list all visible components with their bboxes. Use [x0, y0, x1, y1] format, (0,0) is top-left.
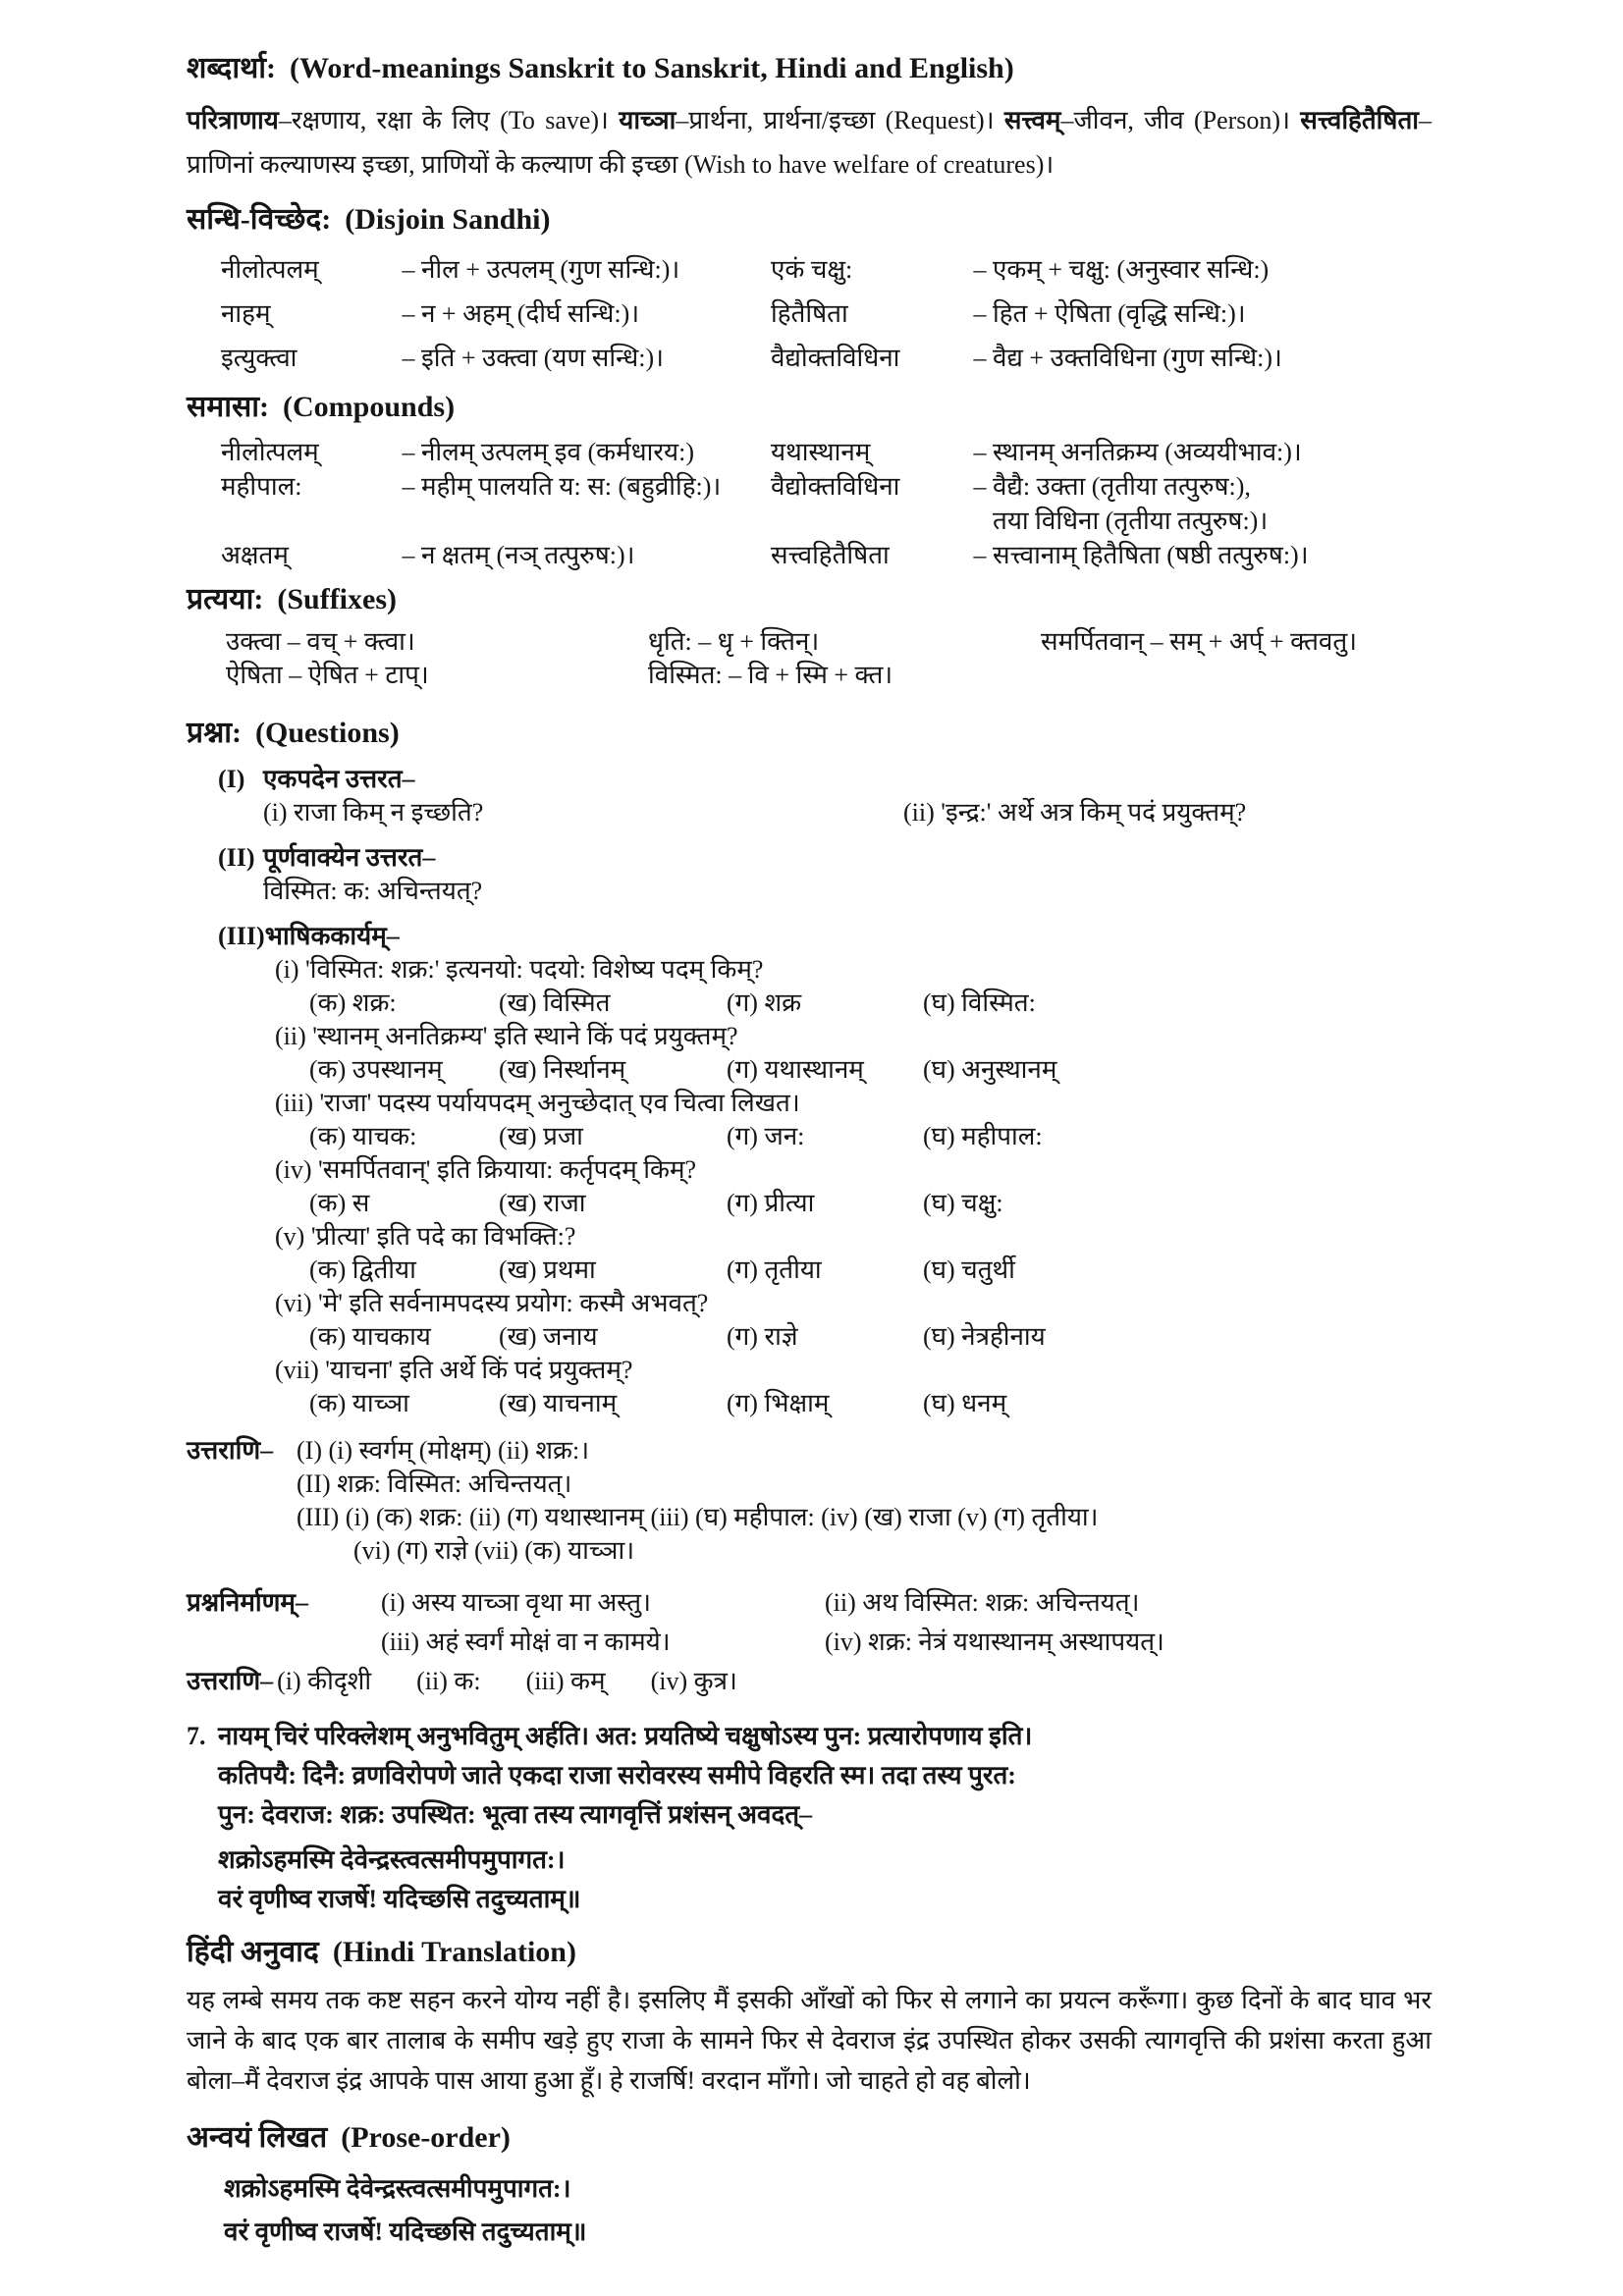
mcq-option: (घ) अनुस्थानम् — [923, 1055, 1057, 1084]
answers-block — [187, 1434, 1432, 1568]
passage-body — [218, 1717, 1432, 1919]
samasa-term: सत्त्वहितैषिता — [771, 541, 890, 569]
word-meanings-heading — [187, 51, 1432, 86]
mcq-option: (घ) नेत्रहीनाय — [923, 1322, 1046, 1351]
sandhi-entry — [771, 336, 1432, 380]
mcq-option: (ख) विस्मित — [499, 988, 611, 1017]
anvaya-heading — [187, 2120, 1432, 2156]
mcq-option: (क) याचक: — [309, 1122, 417, 1150]
mcq — [275, 1020, 1432, 1087]
samasa-entry — [221, 538, 771, 572]
question-pair — [263, 796, 1432, 829]
mcq-option: (क) याच्ञा — [309, 1389, 409, 1417]
dash: – — [973, 541, 987, 569]
samasa-heading-devanagari: समासा: — [187, 391, 270, 423]
mcq-option: (ख) जनाय — [499, 1322, 598, 1351]
word-meanings-paragraph — [187, 98, 1432, 187]
suffix-column — [1041, 625, 1432, 692]
dash: – — [402, 438, 415, 466]
word-meanings-term: सत्त्वम् — [1003, 106, 1061, 134]
mcq-question: (iii) 'राजा' पदस्य पर्यायपदम् अनुच्छेदात् एव चित्वा लिखत। — [275, 1089, 800, 1117]
samasa-table — [221, 435, 1432, 572]
answer-item: (iii) कम् — [525, 1667, 606, 1695]
pratyaya-heading — [187, 582, 1432, 617]
samasa-row — [221, 435, 1432, 469]
anvaya-line: वरं वृणीष्व राजर्षे! यदिच्छसि तदुच्यताम्॥ — [224, 2217, 587, 2246]
question-group-title — [218, 841, 1432, 875]
answer-item: (ii) क: — [416, 1667, 481, 1695]
mcq-question: (v) 'प्रीत्या' इति पदे का विभक्ति:? — [275, 1222, 576, 1251]
sandhi-expansion: एकम् + चक्षु: (अनुस्वार सन्धि:) — [993, 255, 1270, 284]
question-group-one-word — [187, 763, 1432, 829]
question-number: (III) — [218, 922, 265, 950]
hindi-translation-heading-english: (Hindi Translation) — [332, 1936, 576, 1968]
samasa-expansion: न क्षतम् (नञ् तत्पुरुष:)। — [421, 541, 635, 569]
mcq-options — [309, 1387, 1432, 1420]
sandhi-heading — [187, 202, 1432, 238]
mcq-options — [309, 1187, 1432, 1220]
mcq-option: (घ) महीपाल: — [923, 1122, 1043, 1150]
question-formation-items — [381, 1583, 1432, 1662]
answer-line: (III) (i) (क) शक्र: (ii) (ग) यथास्थानम् (iii) (घ) महीपाल: (iv) (ख) राजा (v) (ग) तृतीया। — [297, 1503, 1099, 1531]
hindi-translation-heading-devanagari: हिंदी अनुवाद — [187, 1936, 319, 1968]
dash: – — [402, 344, 415, 372]
samasa-term: महीपाल: — [221, 472, 302, 501]
samasa-entry — [771, 469, 1432, 504]
mcq-option: (ग) जन: — [727, 1122, 805, 1150]
answer-item: (iv) कुत्र। — [650, 1667, 737, 1695]
question-item: (ii) 'इन्द्र:' अर्थे अत्र किम् पदं प्रयुक्तम्? — [903, 798, 1247, 827]
sandhi-table — [221, 247, 1432, 380]
mcq-option: (ग) तृतीया — [727, 1255, 822, 1284]
answers-label: उत्तराणि– — [187, 1436, 274, 1465]
mcq-question: (i) 'विस्मित: शक्र:' इत्यनयो: पदयो: विशेष्य पदम् किम्? — [275, 955, 764, 984]
mcq-options — [309, 1053, 1432, 1087]
sandhi-entry — [221, 292, 771, 336]
samasa-row — [221, 538, 1432, 572]
question-formation-item: (ii) अथ विस्मित: शक्र: अचिन्तयत्। — [825, 1588, 1140, 1617]
samasa-entry — [221, 435, 771, 469]
sanskrit-passage-7 — [187, 1717, 1432, 1919]
question-group-title — [218, 920, 1432, 953]
samasa-term: यथास्थानम् — [771, 438, 871, 466]
passage-line: पुन: देवराज: शक्र: उपस्थित: भूत्वा तस्य त्यागवृत्तिं प्रशंसन् अवदत्– — [218, 1800, 813, 1829]
sandhi-term: हितैषिता — [771, 299, 848, 328]
question-formation-item: (iv) शक्र: नेत्रं यथास्थानम् अस्थापयत्। — [825, 1628, 1164, 1656]
dash: – — [973, 438, 987, 466]
word-meanings-text: –रक्षणाय, रक्षा के लिए (To save)। — [278, 106, 620, 134]
mcq-option: (ग) प्रीत्या — [727, 1189, 815, 1217]
suffix-entry: ऐषिता – ऐषित + टाप्। — [226, 661, 429, 689]
sandhi-entry — [221, 247, 771, 292]
mcq-option: (ग) शक्र — [727, 988, 802, 1017]
question-title: भाषिककार्यम्– — [264, 922, 400, 950]
dash: – — [402, 255, 415, 284]
sandhi-heading-english: (Disjoin Sandhi) — [345, 203, 551, 236]
mcq-option: (घ) चतुर्थी — [923, 1255, 1015, 1284]
word-meanings-heading-devanagari: शब्दार्था: — [187, 52, 277, 84]
mcq — [275, 1354, 1432, 1420]
sandhi-term: वैद्योक्तविधिना — [771, 344, 900, 372]
shloka-line: शक्रोऽहमस्मि देवेन्द्रस्त्वत्समीपमुपागत:। — [218, 1845, 566, 1874]
mcq-option: (ग) यथास्थानम् — [727, 1055, 864, 1084]
sandhi-expansion: वैद्य + उक्तविधिना (गुण सन्धि:)। — [993, 344, 1282, 372]
sandhi-expansion: हित + ऐषिता (वृद्धि सन्धि:)। — [993, 299, 1246, 328]
dash: – — [402, 541, 415, 569]
samasa-expansion: महीम् पालयति य: स: (बहुव्रीहि:)। — [421, 472, 722, 501]
sandhi-expansion: इति + उक्त्वा (यण सन्धि:)। — [421, 344, 665, 372]
answer-line: (I) (i) स्वर्गम् (मोक्षम्) (ii) शक्र:। — [297, 1436, 590, 1465]
passage-number: 7. — [187, 1722, 206, 1750]
question-formation-item: (iii) अहं स्वर्गं मोक्षं वा न कामये। — [381, 1628, 671, 1656]
mcq-question: (vi) 'मे' इति सर्वनामपदस्य प्रयोग: कस्मै अभवत्? — [275, 1289, 709, 1317]
question-group-full-sentence — [187, 841, 1432, 908]
suffix-entry: विस्मित: – वि + स्मि + क्त। — [648, 661, 893, 689]
samasa-term: वैद्योक्तविधिना — [771, 472, 900, 501]
samasa-expansion: सत्त्वानाम् हितैषिता (षष्ठी तत्पुरुष:)। — [993, 541, 1309, 569]
mcq-option: (क) उपस्थानम् — [309, 1055, 443, 1084]
samasa-row-continuation — [221, 504, 1432, 538]
dash: – — [402, 299, 415, 328]
mcq-option: (घ) विस्मित: — [923, 988, 1036, 1017]
question-number: (II) — [218, 843, 255, 872]
question-title: एकपदेन उत्तरत– — [263, 765, 415, 793]
dash: – — [973, 344, 987, 372]
mcq-option: (ख) याचनाम् — [499, 1389, 618, 1417]
question-formation-answers — [187, 1664, 1432, 1699]
spacer — [221, 504, 771, 538]
answer-item: (i) कीदृशी — [277, 1667, 372, 1695]
hindi-translation-heading — [187, 1935, 1432, 1970]
sandhi-row — [221, 292, 1432, 336]
sandhi-term: नाहम् — [221, 299, 271, 328]
samasa-term: अक्षतम् — [221, 541, 289, 569]
suffix-column — [226, 625, 648, 692]
anvaya-line: शक्रोऽहमस्मि देवेन्द्रस्त्वत्समीपमुपागत:। — [224, 2174, 571, 2203]
questions-heading — [187, 716, 1432, 751]
dash: – — [402, 472, 415, 501]
mcq-option: (क) याचकाय — [309, 1322, 431, 1351]
question-group-grammar — [187, 920, 1432, 1420]
sandhi-term: इत्युक्त्वा — [221, 344, 298, 372]
questions-heading-english: (Questions) — [255, 717, 400, 749]
samasa-expansion: नीलम् उत्पलम् इव (कर्मधारय:) — [421, 438, 694, 466]
suffix-column — [648, 625, 1041, 692]
samasa-entry — [771, 435, 1432, 469]
mcq-option: (क) स — [309, 1189, 370, 1217]
anvaya-heading-english: (Prose-order) — [341, 2121, 511, 2154]
mcq-question: (iv) 'समर्पितवान्' इति क्रियाया: कर्तृपदम् किम्? — [275, 1155, 697, 1184]
mcq-option: (ख) निर्स्थानम् — [499, 1055, 626, 1084]
questions-heading-devanagari: प्रश्ना: — [187, 717, 243, 749]
question-item: विस्मित: क: अचिन्तयत्? — [263, 877, 483, 905]
word-meanings-heading-english: (Word-meanings Sanskrit to Sanskrit, Hindi and English) — [290, 52, 1014, 84]
hindi-translation-paragraph: यह लम्बे समय तक कष्ट सहन करने योग्य नहीं है। इसलिए मैं इसकी आँखों को फिर से लगाने का प्रयत्न करूँगा। कुछ दिनों के बाद घाव भर जाने के बाद एक बार तालाब के समीप खड़े हुए राजा के सामने फिर से देवराज इंद्र उपस्थित होकर उसकी त्यागवृत्ति की प्रशंसा करता हुआ बोला–मैं देवराज इंद्र आपके पास आया हुआ हूँ। हे राजर्षि! वरदान माँगो। जो चाहते हो वह बोलो। — [187, 1986, 1432, 2095]
mcq-options — [309, 987, 1432, 1020]
mcq — [275, 1287, 1432, 1354]
word-meanings-text: –प्राणिनां कल्याणस्य इच्छा, प्राणियों के कल्याण की इच्छा (Wish to have welfare of creatures)। — [187, 106, 1432, 179]
mcq-option: (ग) भिक्षाम् — [727, 1389, 830, 1417]
sandhi-row — [221, 247, 1432, 292]
suffix-entry: धृति: – धृ + क्तिन्। — [648, 627, 820, 656]
word-meanings-term: सत्त्वहितैषिता — [1300, 106, 1419, 134]
mcq-question: (vii) 'याचना' इति अर्थे किं पदं प्रयुक्तम्? — [275, 1356, 633, 1384]
answer-line: (vi) (ग) राज्ञे (vii) (क) याच्ञा। — [353, 1536, 635, 1565]
question-item: (i) राजा किम् न इच्छति? — [263, 798, 484, 827]
samasa-expansion-continued: तया विधिना (तृतीया तत्पुरुष:)। — [993, 507, 1269, 535]
mcq-option: (क) शक्र: — [309, 988, 397, 1017]
mcq-option: (ग) राज्ञे — [727, 1322, 798, 1351]
question-formation-block — [187, 1583, 1432, 1662]
dash: – — [973, 299, 987, 328]
pratyaya-heading-devanagari: प्रत्यया: — [187, 583, 264, 615]
mcq-options — [309, 1320, 1432, 1354]
samasa-term: नीलोत्पलम् — [221, 438, 319, 466]
word-meanings-term: परित्राणाय — [187, 106, 279, 134]
answer-line: (II) शक्र: विस्मित: अचिन्तयत्। — [297, 1469, 572, 1498]
mcq-option: (घ) धनम् — [923, 1389, 1007, 1417]
mcq — [275, 1153, 1432, 1220]
passage-line: नायम् चिरं परिक्लेशम् अनुभवितुम् अर्हति। अत: प्रयतिष्ये चक्षुषोऽस्य पुन: प्रत्यारोपणाय इति। — [218, 1722, 1033, 1750]
mcq-option: (घ) चक्षु: — [923, 1189, 1003, 1217]
sandhi-term: एकं चक्षु: — [771, 255, 853, 284]
suffix-table — [226, 625, 1432, 692]
suffix-entry: उक्त्वा – वच् + क्त्वा। — [226, 627, 415, 656]
samasa-heading-english: (Compounds) — [283, 391, 456, 423]
question-formation-label: प्रश्ननिर्माणम्– — [187, 1588, 308, 1617]
mcq — [275, 1087, 1432, 1153]
sandhi-expansion: न + अहम् (दीर्घ सन्धि:)। — [421, 299, 640, 328]
sandhi-row — [221, 336, 1432, 380]
mcq — [275, 953, 1432, 1020]
answers-label: उत्तराणि– — [187, 1667, 274, 1695]
samasa-heading — [187, 390, 1432, 425]
mcq-options — [309, 1254, 1432, 1287]
question-group-title — [218, 763, 1432, 796]
samasa-entry — [221, 469, 771, 504]
mcq-option: (क) द्वितीया — [309, 1255, 416, 1284]
question-formation-item: (i) अस्य याच्ञा वृथा मा अस्तु। — [381, 1588, 651, 1617]
mcq-question: (ii) 'स्थानम् अनतिक्रम्य' इति स्थाने किं पदं प्रयुक्तम्? — [275, 1022, 738, 1050]
samasa-entry — [771, 538, 1432, 572]
sandhi-entry — [771, 292, 1432, 336]
sandhi-term: नीलोत्पलम् — [221, 255, 319, 284]
anvaya-lines — [224, 2167, 1432, 2254]
samasa-expansion: वैद्यै: उक्ता (तृतीया तत्पुरुष:), — [993, 472, 1251, 501]
question-title: पूर्णवाक्येन उत्तरत– — [263, 843, 436, 872]
answers-lines — [297, 1434, 1432, 1568]
word-meanings-text: –प्रार्थना, प्रार्थना/इच्छा (Request)। — [676, 106, 1004, 134]
dash: – — [973, 472, 987, 501]
passage-line: कतिपयै: दिनै: व्रणविरोपणे जाते एकदा राजा सरोवरस्य समीपे विहरति स्म। तदा तस्य पुरत: — [218, 1761, 1016, 1789]
pratyaya-heading-english: (Suffixes) — [277, 583, 397, 615]
samasa-row — [221, 469, 1432, 504]
suffix-entry: समर्पितवान् – सम् + अर्प् + क्तवतु। — [1041, 627, 1358, 656]
shloka-line: वरं वृणीष्व राजर्षे! यदिच्छसि तदुच्यताम्॥ — [218, 1885, 581, 1913]
dash: – — [973, 255, 987, 284]
sandhi-entry — [771, 247, 1432, 292]
mcq-options — [309, 1120, 1432, 1153]
question-number: (I) — [218, 765, 245, 793]
word-meanings-text: –जीवन, जीव (Person)। — [1060, 106, 1301, 134]
mcq-option: (ख) राजा — [499, 1189, 586, 1217]
mcq — [275, 1220, 1432, 1287]
sandhi-expansion: नील + उत्पलम् (गुण सन्धि:)। — [421, 255, 680, 284]
mcq-option: (ख) प्रथमा — [499, 1255, 596, 1284]
anvaya-heading-devanagari: अन्वयं लिखत — [187, 2121, 328, 2154]
sandhi-heading-devanagari: सन्धि-विच्छेद: — [187, 203, 332, 236]
samasa-expansion: स्थानम् अनतिक्रम्य (अव्ययीभाव:)। — [993, 438, 1302, 466]
word-meanings-term: याच्ञा — [619, 106, 676, 134]
sandhi-entry — [221, 336, 771, 380]
mcq-option: (ख) प्रजा — [499, 1122, 583, 1150]
